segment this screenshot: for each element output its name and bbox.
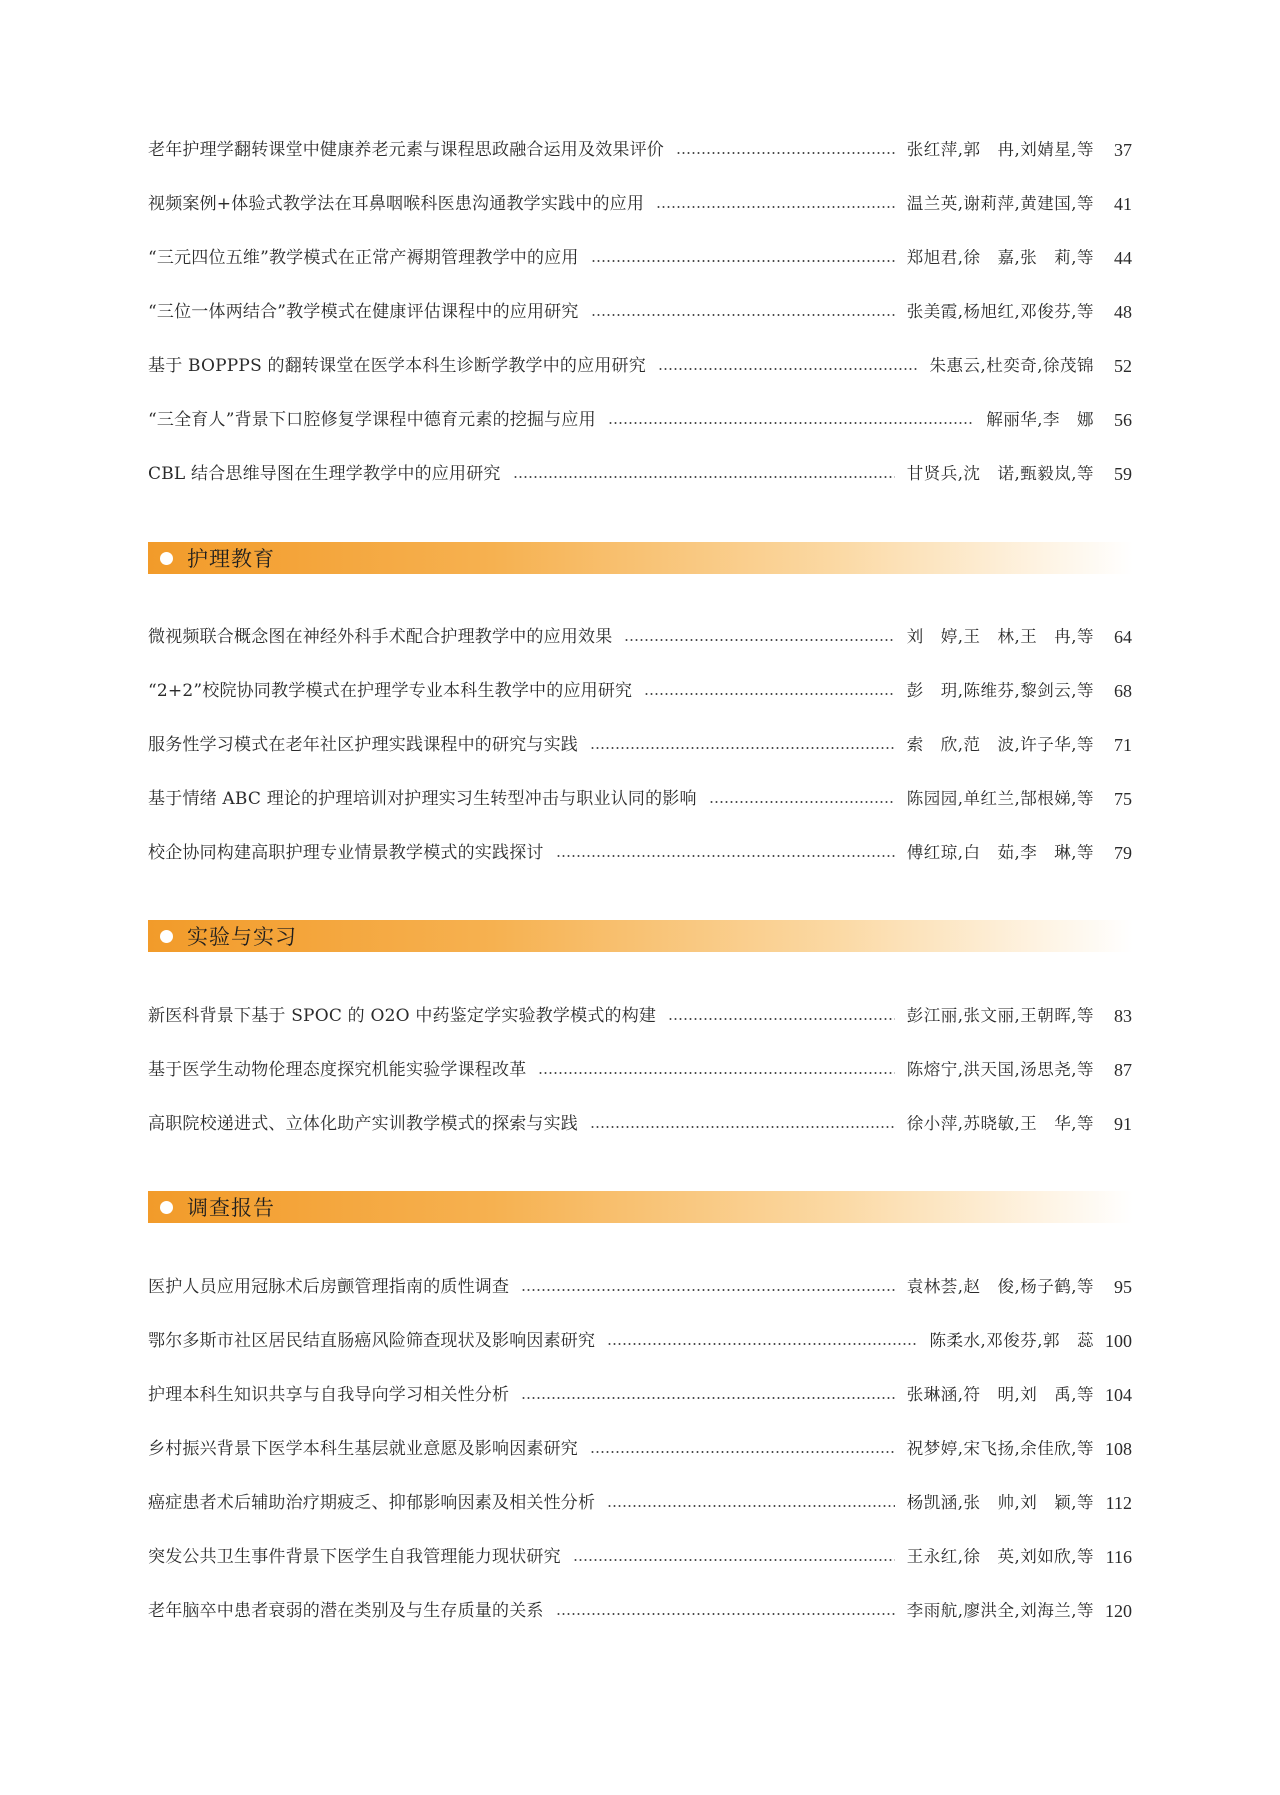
bullet-dot-icon (160, 552, 173, 565)
entry-page: 120 (1105, 1601, 1132, 1621)
section-header-experiment-internship (148, 920, 1133, 952)
section-title: 护理教育 (187, 547, 275, 571)
entry-title: 突发公共卫生事件背景下医学生自我管理能力现状研究 (148, 1547, 561, 1567)
entry-page: 75 (1114, 789, 1132, 809)
dot-leader (668, 1018, 895, 1020)
toc-entry[interactable] (148, 1542, 1132, 1572)
entry-title: “三元四位五维”教学模式在正常产褥期管理教学中的应用 (148, 248, 579, 268)
entry-authors: 张琳涵,符 明,刘 禹,等 (906, 1385, 1094, 1404)
entry-title: 乡村振兴背景下医学本科生基层就业意愿及影响因素研究 (148, 1439, 578, 1459)
dot-leader (521, 1289, 895, 1291)
entry-page: 112 (1105, 1493, 1132, 1513)
toc-entry[interactable] (148, 1596, 1132, 1626)
entry-title: 护理本科生知识共享与自我导向学习相关性分析 (148, 1385, 510, 1405)
toc-entry[interactable] (148, 135, 1132, 165)
entry-title: “2+2”校院协同教学模式在护理学专业本科生教学中的应用研究 (148, 681, 633, 701)
entry-authors: 朱惠云,杜奕奇,徐茂锦 (929, 356, 1094, 375)
dot-leader (644, 693, 894, 695)
entry-authors: 彭 玥,陈维芬,黎剑云,等 (906, 681, 1094, 700)
entry-title: 基于医学生动物伦理态度探究机能实验学课程改革 (148, 1060, 527, 1080)
entry-page: 37 (1114, 140, 1132, 160)
entry-authors: 杨凯涵,张 帅,刘 颖,等 (906, 1493, 1094, 1512)
entry-page: 64 (1114, 627, 1132, 647)
dot-leader (607, 1343, 917, 1345)
entry-page: 91 (1114, 1114, 1132, 1134)
entry-authors: 彭江丽,张文丽,王朝晖,等 (906, 1006, 1094, 1025)
entry-title: 高职院校递进式、立体化助产实训教学模式的探索与实践 (148, 1114, 578, 1134)
entry-title: 鄂尔多斯市社区居民结直肠癌风险筛查现状及影响因素研究 (148, 1331, 596, 1351)
entry-page: 95 (1114, 1277, 1132, 1297)
entry-title: 老年脑卒中患者衰弱的潜在类别及与生存质量的关系 (148, 1601, 544, 1621)
entry-page: 44 (1114, 248, 1132, 268)
entry-authors: 甘贤兵,沈 诺,甄毅岚,等 (906, 464, 1094, 483)
entry-title: 老年护理学翻转课堂中健康养老元素与课程思政融合运用及效果评价 (148, 140, 664, 160)
dot-leader (709, 801, 895, 803)
dot-leader (513, 476, 895, 478)
entry-title: 基于情绪 ABC 理论的护理培训对护理实习生转型冲击与职业认同的影响 (148, 789, 697, 809)
dot-leader (676, 152, 895, 154)
bullet-dot-icon (160, 1201, 173, 1214)
entry-title: “三位一体两结合”教学模式在健康评估课程中的应用研究 (148, 302, 579, 322)
dot-leader (590, 1451, 895, 1453)
entry-authors: 陈柔水,邓俊芬,郭 蕊 (929, 1331, 1094, 1350)
toc-entry[interactable] (148, 243, 1132, 273)
section-header-survey-report (148, 1191, 1133, 1223)
toc-entry[interactable] (148, 459, 1132, 489)
toc-entry[interactable] (148, 784, 1132, 814)
toc-entry[interactable] (148, 1001, 1132, 1031)
dot-leader (656, 206, 895, 208)
entry-page: 116 (1105, 1547, 1132, 1567)
entry-authors: 张红萍,郭 冉,刘婧星,等 (906, 140, 1094, 159)
dot-leader (556, 1613, 895, 1615)
dot-leader (658, 368, 918, 370)
dot-leader (556, 855, 895, 857)
entry-title: 视频案例+体验式教学法在耳鼻咽喉科医患沟通教学实践中的应用 (148, 194, 645, 214)
toc-entry[interactable] (148, 1380, 1132, 1410)
toc-entry[interactable] (148, 622, 1132, 652)
entry-authors: 徐小萍,苏晓敏,王 华,等 (906, 1114, 1094, 1133)
entry-page: 79 (1114, 843, 1132, 863)
entry-page: 83 (1114, 1006, 1132, 1026)
entry-authors: 郑旭君,徐 嘉,张 莉,等 (906, 248, 1094, 267)
bullet-dot-icon (160, 930, 173, 943)
toc-entry[interactable] (148, 1055, 1132, 1085)
toc-entry[interactable] (148, 351, 1132, 381)
entry-page: 41 (1114, 194, 1132, 214)
dot-leader (590, 1126, 895, 1128)
toc-entry[interactable] (148, 1488, 1132, 1518)
entry-authors: 索 欣,范 波,许子华,等 (906, 735, 1094, 754)
entry-title: 新医科背景下基于 SPOC 的 O2O 中药鉴定学实验教学模式的构建 (148, 1006, 657, 1026)
entry-authors: 王永红,徐 英,刘如欣,等 (906, 1547, 1094, 1566)
entry-authors: 温兰英,谢莉萍,黄建国,等 (906, 194, 1094, 213)
entry-authors: 李雨航,廖洪全,刘海兰,等 (906, 1601, 1094, 1620)
toc-entry[interactable] (148, 297, 1132, 327)
toc-entry[interactable] (148, 1109, 1132, 1139)
entry-authors: 陈园园,单红兰,郜根娣,等 (906, 789, 1094, 808)
dot-leader (521, 1397, 895, 1399)
toc-entry[interactable] (148, 838, 1132, 868)
dot-leader (591, 314, 895, 316)
dot-leader (591, 260, 895, 262)
entry-authors: 祝梦婷,宋飞扬,余佳欣,等 (906, 1439, 1094, 1458)
toc-entry[interactable] (148, 676, 1132, 706)
entry-page: 104 (1105, 1385, 1132, 1405)
entry-authors: 傅红琼,白 茹,李 琳,等 (906, 843, 1094, 862)
toc-entry[interactable] (148, 730, 1132, 760)
entry-authors: 袁林荟,赵 俊,杨子鹤,等 (906, 1277, 1094, 1296)
dot-leader (590, 747, 895, 749)
entry-authors: 解丽华,李 娜 (986, 410, 1094, 429)
entry-page: 59 (1114, 464, 1132, 484)
entry-title: CBL 结合思维导图在生理学教学中的应用研究 (148, 464, 501, 484)
dot-leader (608, 422, 974, 424)
toc-entry[interactable] (148, 1326, 1132, 1356)
dot-leader (538, 1072, 894, 1074)
entry-title: 微视频联合概念图在神经外科手术配合护理教学中的应用效果 (148, 627, 613, 647)
entry-page: 108 (1105, 1439, 1132, 1459)
entry-title: “三全育人”背景下口腔修复学课程中德育元素的挖掘与应用 (148, 410, 596, 430)
toc-entry[interactable] (148, 1434, 1132, 1464)
entry-title: 癌症患者术后辅助治疗期疲乏、抑郁影响因素及相关性分析 (148, 1493, 596, 1513)
entry-page: 71 (1114, 735, 1132, 755)
entry-page: 56 (1114, 410, 1132, 430)
entry-page: 100 (1105, 1331, 1132, 1351)
entry-title: 服务性学习模式在老年社区护理实践课程中的研究与实践 (148, 735, 578, 755)
entry-authors: 刘 婷,王 林,王 冉,等 (906, 627, 1094, 646)
toc-entry[interactable] (148, 405, 1132, 435)
dot-leader (624, 639, 894, 641)
entry-page: 68 (1114, 681, 1132, 701)
section-title: 实验与实习 (187, 925, 297, 949)
entry-page: 52 (1114, 356, 1132, 376)
toc-entry[interactable] (148, 1272, 1132, 1302)
entry-authors: 张美霞,杨旭红,邓俊芬,等 (906, 302, 1094, 321)
entry-title: 医护人员应用冠脉术后房颤管理指南的质性调查 (148, 1277, 510, 1297)
section-title: 调查报告 (187, 1196, 275, 1220)
toc-entry[interactable] (148, 189, 1132, 219)
entry-title: 校企协同构建高职护理专业情景教学模式的实践探讨 (148, 843, 544, 863)
dot-leader (573, 1559, 895, 1561)
entry-title: 基于 BOPPPS 的翻转课堂在医学本科生诊断学教学中的应用研究 (148, 356, 646, 376)
section-header-nursing-education (148, 542, 1133, 574)
entry-page: 87 (1114, 1060, 1132, 1080)
entry-page: 48 (1114, 302, 1132, 322)
dot-leader (607, 1505, 895, 1507)
entry-authors: 陈熔宁,洪天国,汤思尧,等 (906, 1060, 1094, 1079)
